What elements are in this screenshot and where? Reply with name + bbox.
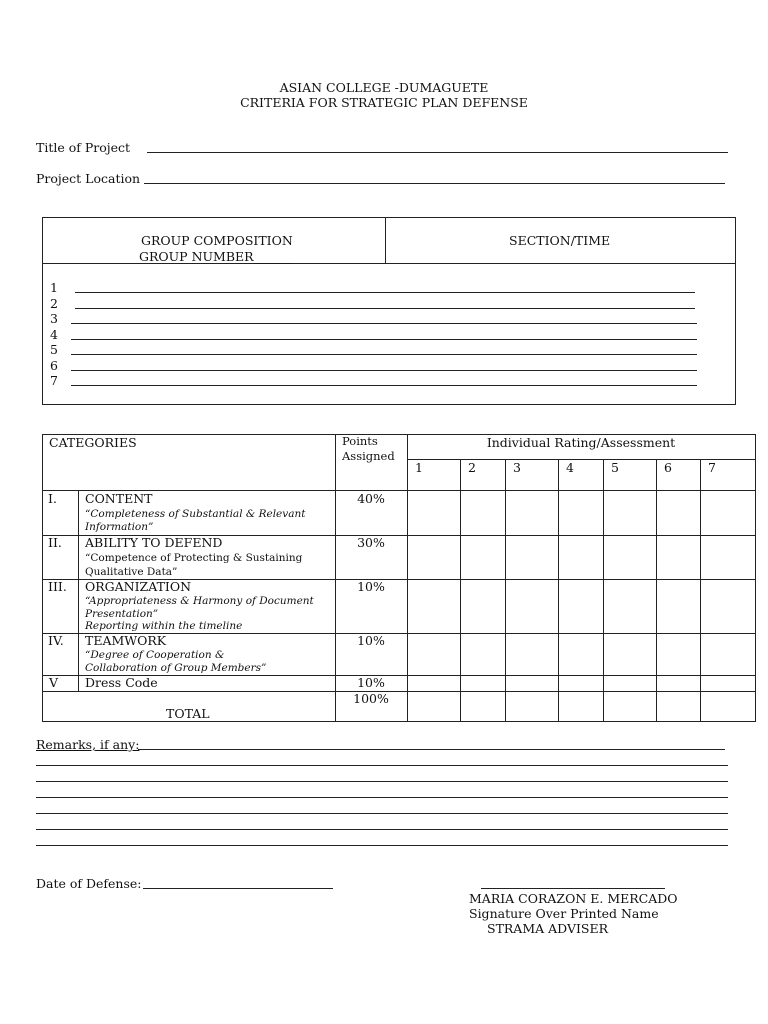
judge-col-divider-3 xyxy=(558,459,559,721)
row-dress-points: 10% xyxy=(357,675,385,690)
remarks-line-0[interactable] xyxy=(138,749,725,750)
member-line-2[interactable] xyxy=(75,308,695,309)
row-teamwork-num: IV. xyxy=(48,633,64,648)
remarks-label: Remarks, if any: xyxy=(36,737,140,752)
remarks-line-4[interactable] xyxy=(36,813,728,814)
row-organization-name: ORGANIZATION xyxy=(85,579,192,594)
title-of-project-field[interactable] xyxy=(147,152,728,153)
row-content-name: CONTENT xyxy=(85,491,153,506)
member-line-1[interactable] xyxy=(75,292,695,293)
row-teamwork-points: 10% xyxy=(357,633,385,648)
total-label: TOTAL xyxy=(166,706,210,721)
group-number-label: GROUP NUMBER______ xyxy=(139,249,292,264)
signature-caption: Signature Over Printed Name xyxy=(469,906,659,921)
judge-col-divider-4 xyxy=(603,459,604,721)
signature-line[interactable] xyxy=(481,888,665,889)
judge-col-divider-5 xyxy=(656,459,657,721)
judge-number-2: 2 xyxy=(468,460,476,475)
row-organization-num: III. xyxy=(48,579,67,594)
judge-header-divider xyxy=(407,459,755,460)
date-of-defense-field[interactable] xyxy=(143,888,333,889)
row-content-num: I. xyxy=(48,491,57,506)
remarks-line-2[interactable] xyxy=(36,781,728,782)
member-line-4[interactable] xyxy=(71,339,697,340)
member-line-3[interactable] xyxy=(71,323,697,324)
header-institution: ASIAN COLLEGE -DUMAGUETE xyxy=(279,80,489,95)
title-of-project-label: Title of Project xyxy=(36,140,131,155)
member-line-5[interactable] xyxy=(71,354,697,355)
member-number-5: 5 xyxy=(50,342,58,357)
member-number-7: 7 xyxy=(50,373,58,388)
row-organization-points: 10% xyxy=(357,579,385,594)
judge-number-1: 1 xyxy=(415,460,423,475)
judge-number-5: 5 xyxy=(611,460,619,475)
project-location-label: Project Location xyxy=(36,171,141,186)
individual-rating-header: Individual Rating/Assessment xyxy=(486,435,676,450)
remarks-line-6[interactable] xyxy=(36,845,728,846)
judge-number-4: 4 xyxy=(566,460,574,475)
group-composition-label: GROUP COMPOSITION xyxy=(141,233,293,248)
member-number-4: 4 xyxy=(50,326,58,342)
member-line-7[interactable] xyxy=(71,385,697,386)
row-organization-desc2: Reporting within the timeline xyxy=(85,620,243,632)
remarks-line-5[interactable] xyxy=(36,829,728,830)
signer-name: MARIA CORAZON E. MERCADO xyxy=(469,891,678,906)
row-dress-num: V xyxy=(49,675,59,690)
judge-number-6: 6 xyxy=(664,460,672,475)
categories-header: CATEGORIES xyxy=(49,435,137,450)
signer-title: STRAMA ADVISER xyxy=(487,921,609,936)
row-defend-num: II. xyxy=(48,535,62,550)
remarks-line-3[interactable] xyxy=(36,797,728,798)
points-assigned-header: Points Assigned xyxy=(342,434,395,463)
member-number-6: 6 xyxy=(50,357,58,373)
row-dress-name: Dress Code xyxy=(85,675,158,690)
member-number-3: 3 xyxy=(50,311,58,326)
row-content-points: 40% xyxy=(357,491,385,506)
row-organization-desc: “Appropriateness & Harmony of Document Presentation” xyxy=(85,595,314,620)
num-col-divider xyxy=(78,490,79,691)
member-number-1: 1 xyxy=(50,280,58,295)
group-header-col-divider xyxy=(385,217,386,263)
judge-number-3: 3 xyxy=(513,460,521,475)
member-line-6[interactable] xyxy=(71,370,697,371)
judge-number-7: 7 xyxy=(708,460,716,475)
date-of-defense-label: Date of Defense: xyxy=(36,876,142,891)
row-defend-name: ABILITY TO DEFEND xyxy=(85,535,223,550)
row-teamwork-name: TEAMWORK xyxy=(85,633,167,648)
project-location-field[interactable] xyxy=(144,183,725,184)
row-content-desc: “Completeness of Substantial & Relevant Information” xyxy=(85,508,306,533)
member-number-2: 2 xyxy=(50,295,58,311)
row-teamwork-desc: “Degree of Cooperation & Collaboration of Group Members” xyxy=(85,649,267,674)
row-defend-points: 30% xyxy=(357,535,385,550)
row-defend-desc: “Competence of Protecting & Sustaining Qualitative Data” xyxy=(85,552,303,578)
total-points: 100% xyxy=(353,691,389,706)
judge-col-divider-2 xyxy=(505,459,506,721)
judge-col-divider-1 xyxy=(460,459,461,721)
judge-col-divider-6 xyxy=(700,459,701,721)
remarks-line-1[interactable] xyxy=(36,765,728,766)
rating-col-divider xyxy=(407,434,408,721)
header-form-title: CRITERIA FOR STRATEGIC PLAN DEFENSE xyxy=(240,95,528,110)
section-time-label: SECTION/TIME xyxy=(509,233,611,248)
